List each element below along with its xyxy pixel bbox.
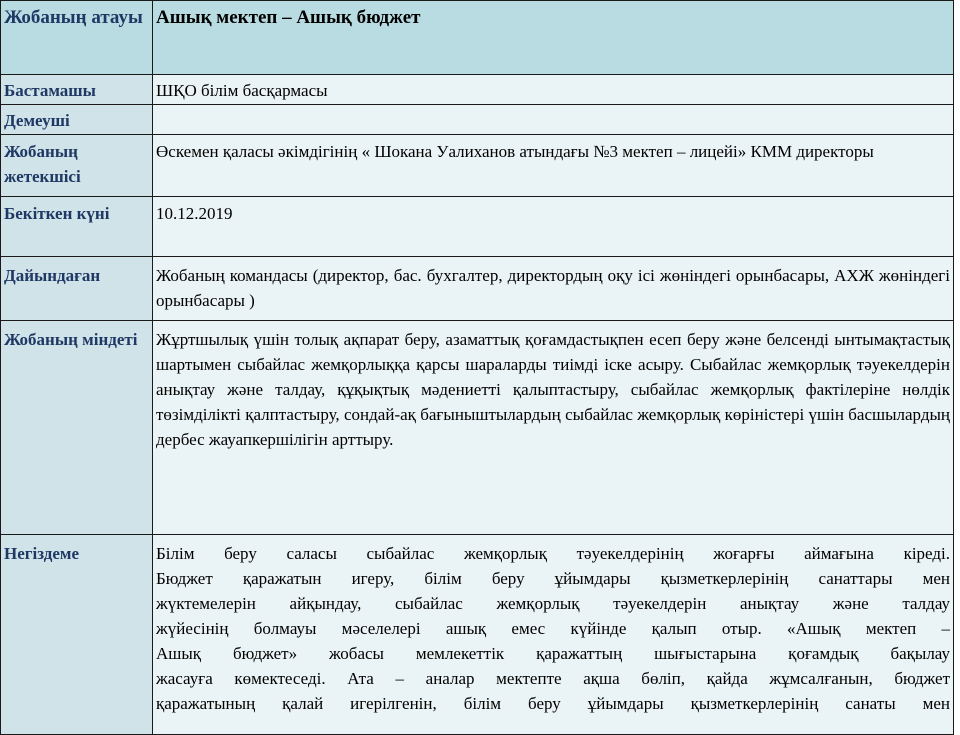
row-value bbox=[153, 105, 954, 135]
text-line: Ашық бюджет» жобасы мемлекеттік қаражаттың шығыстарына қоғамдық бақылау bbox=[156, 644, 950, 663]
text-line: қаражатының қалай игерілгенін, білім беру ұйымдары қызметкерлерінің санаты мен bbox=[156, 694, 950, 713]
row-value: 10.12.2019 bbox=[153, 197, 954, 257]
row-label: Дайындаған bbox=[1, 257, 153, 321]
row-value bbox=[153, 535, 954, 735]
row-label: Жобаның жетекшісі bbox=[1, 135, 153, 197]
row-label: Жобаның міндеті bbox=[1, 321, 153, 535]
row-value: Ашық мектеп – Ашық бюджет bbox=[153, 1, 954, 75]
table-row bbox=[1, 75, 954, 105]
row-label: Демеуші bbox=[1, 105, 153, 135]
row-value: Өскемен қаласы әкімдігінің « Шокана Уалиханов атындағы №3 мектеп – лицейі» КММ директоры bbox=[153, 135, 954, 197]
row-value: Жобаның командасы (директор, бас. бухгалтер, директордың оқу ісі жөніндегі орынбасары, АХЖ жөніндегі орынбасары ) bbox=[153, 257, 954, 321]
table-row bbox=[1, 105, 954, 135]
row-label: Бастамашы bbox=[1, 75, 153, 105]
table-row bbox=[1, 135, 954, 197]
text-line: Білім беру саласы сыбайлас жемқорлық тәуекелдерінің жоғарғы аймағына кіреді. bbox=[156, 544, 950, 563]
table-row bbox=[1, 321, 954, 535]
table-row bbox=[1, 197, 954, 257]
table-row bbox=[1, 535, 954, 735]
text-line: Бюджет қаражатын игеру, білім беру ұйымдары қызметкерлерінің санаттары мен bbox=[156, 569, 950, 588]
row-label: Негіздеме bbox=[1, 535, 153, 735]
text-line: жүктемелерін айқындау, сыбайлас жемқорлық тәуекелдерін анықтау және талдау bbox=[156, 594, 950, 613]
row-label: Бекіткен күні bbox=[1, 197, 153, 257]
text-line: жүйесінің болмауы мәселелері ашық емес күйінде қалып отыр. «Ашық мектеп – bbox=[156, 619, 950, 638]
table-row bbox=[1, 1, 954, 75]
row-value: Жұртшылық үшін толық ақпарат беру, азаматтық қоғамдастықпен есеп беру және белсенді ынтымақтастық шартымен сыбайлас жемқорлыққа қарсы шараларды тиімді іске асыру. Сыбайлас жемқорлық тәуекелдерін анықтау және талдау, құқықтық мәдениетті қалыптастыру, сыбайлас жемқорлық фактілеріне нөлдік төзімділікті қалптастыру, сондай-ақ бағыныштылардың сыбайлас жемқорлық көріністері үшін басшылардың дербес жауапкершілігін арттыру. bbox=[153, 321, 954, 535]
table-row bbox=[1, 257, 954, 321]
row-value: ШҚО білім басқармасы bbox=[153, 75, 954, 105]
row-label: Жобаның атауы bbox=[1, 1, 153, 75]
text-line: жасауға көмектеседі. Ата – аналар мектепте ақша бөліп, қайда жұмсалғанын, бюджет bbox=[156, 669, 950, 688]
